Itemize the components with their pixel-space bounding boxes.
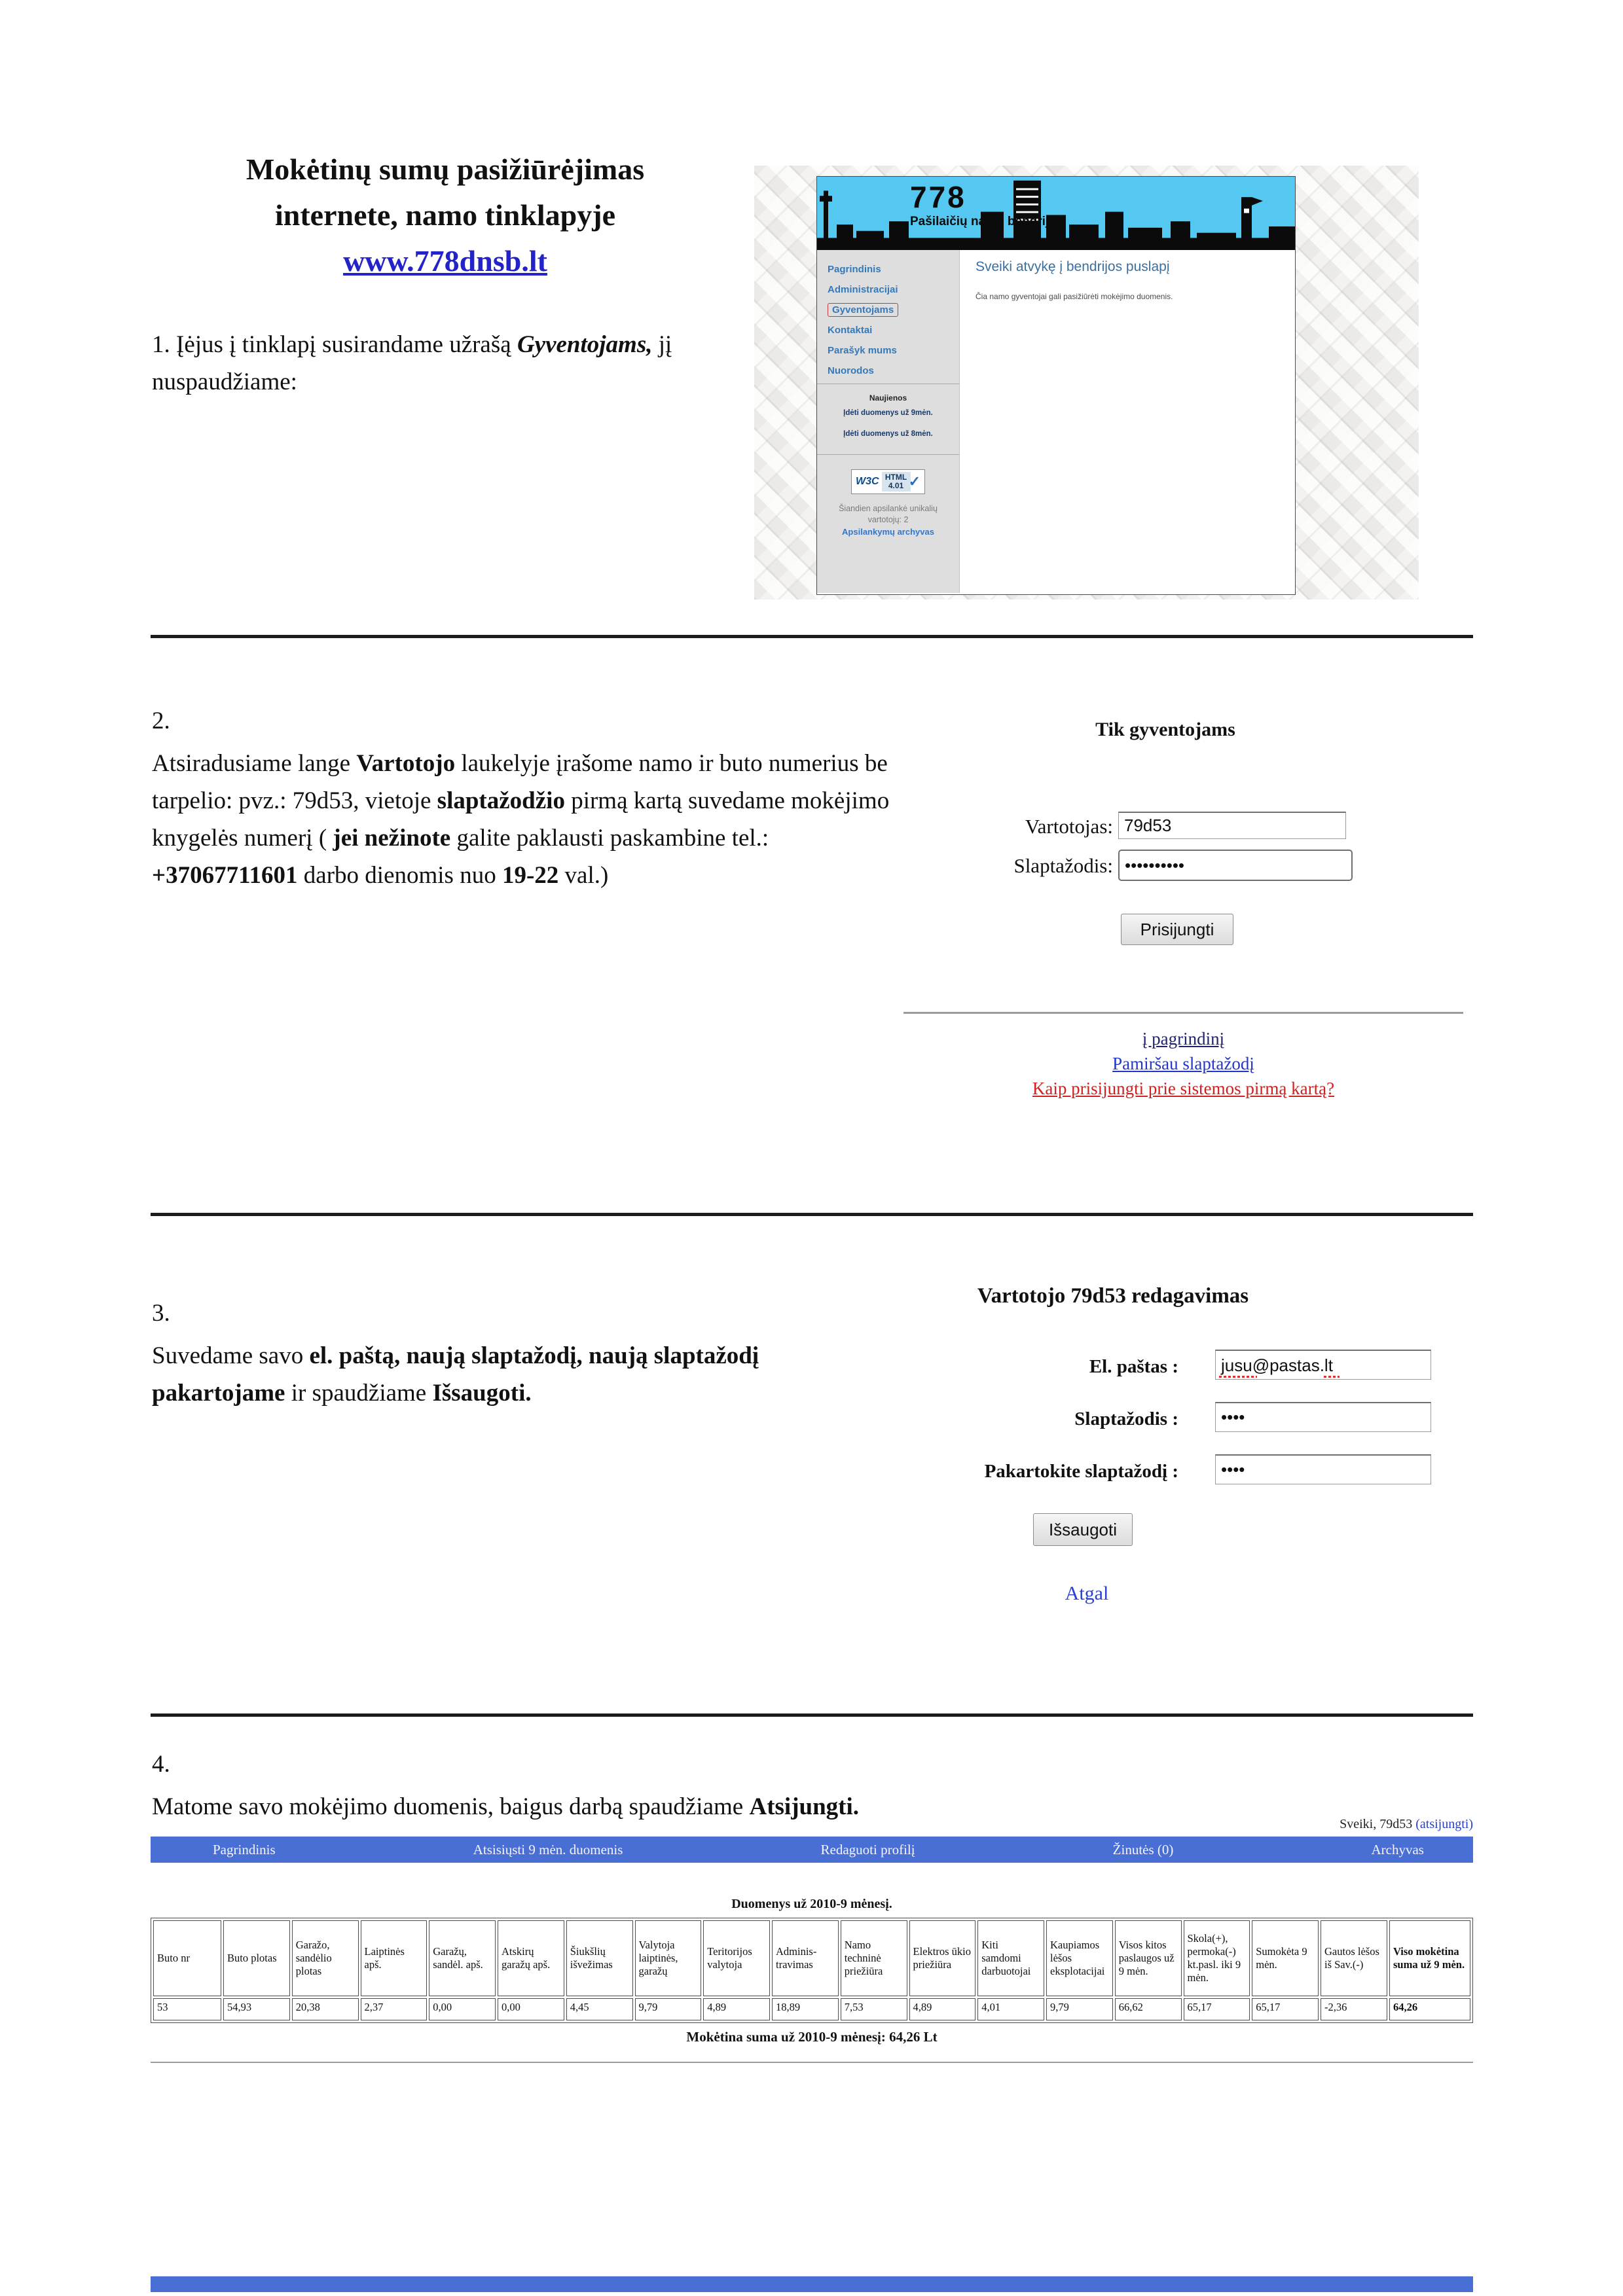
- table-header-cell: Buto nr: [153, 1920, 221, 1996]
- step2-text: [152, 745, 915, 894]
- section-divider: [151, 1713, 1473, 1717]
- footer-bar: [151, 2276, 1473, 2292]
- password-label: Slaptažodis:: [1013, 854, 1113, 877]
- table-header-cell: Elektros ūkio priežiūra: [909, 1920, 976, 1996]
- city-skyline-graphic: [817, 177, 1295, 250]
- step3-number: 3.: [152, 1300, 170, 1327]
- title-line-1: Mokėtinų sumų pasižiūrėjimas: [246, 152, 645, 186]
- table-header-cell: Valytoja laiptinės, garažų: [635, 1920, 702, 1996]
- login-links: [903, 1026, 1463, 1101]
- site-url-link[interactable]: www.778dnsb.lt: [343, 244, 547, 278]
- step2-text-segment: 19-22: [501, 862, 559, 889]
- step2-number: 2.: [152, 708, 170, 734]
- table-value-cell: 53: [153, 1998, 221, 2020]
- table-header-cell: Visos kitos paslaugos už 9 mėn.: [1115, 1920, 1182, 1996]
- step3-text-segment: el. paštą, naują slaptažodį, naują slaptažodį pakartojame: [152, 1342, 759, 1407]
- login-button[interactable]: Prisijungti: [1121, 914, 1233, 945]
- payable-sum-text: Mokėtina suma už 2010-9 mėnesį: 64,26 Lt: [686, 2029, 938, 2045]
- table-header-cell: Namo techninė priežiūra: [841, 1920, 907, 1996]
- login-heading: Tik gyventojams: [1095, 719, 1235, 740]
- site-window: [816, 176, 1296, 595]
- table-value-cell: -2,36: [1321, 1998, 1387, 2020]
- sidebar-menu-item-label: Administracijai: [828, 284, 898, 295]
- sidebar-footer-section: [817, 454, 959, 537]
- w3c-html-badge[interactable]: [851, 469, 925, 494]
- table-header-cell: Kaupiamos lėšos eksplotacijai: [1046, 1920, 1113, 1996]
- news-list: [817, 409, 959, 438]
- navbar-item[interactable]: Žinutės (0): [1112, 1841, 1174, 1857]
- table-value-cell: 0,00: [429, 1998, 496, 2020]
- document-title: [147, 147, 743, 284]
- table-value-cell: 65,17: [1184, 1998, 1250, 2020]
- step3-text-segment: ir spaudžiame: [285, 1380, 433, 1407]
- login-help-link[interactable]: Kaip prisijungti prie sistemos pirmą kartą?: [1032, 1079, 1335, 1098]
- step3-text-segment: Suvedame savo: [152, 1342, 310, 1369]
- welcome-text: Čia namo gyventojai gali pasižiūrėti mokėjimo duomenis.: [976, 292, 1173, 301]
- table-value-cell: 4,89: [703, 1998, 770, 2020]
- step4-number: 4.: [152, 1751, 170, 1778]
- table-header-row: [153, 1920, 1470, 1996]
- title-line-2: internete, namo tinklapyje: [274, 198, 615, 232]
- new-password-label: Slaptažodis :: [1074, 1408, 1178, 1429]
- table-value-cell: 65,17: [1252, 1998, 1319, 2020]
- table-value-cell: 54,93: [223, 1998, 290, 2020]
- user-greeting: [1106, 1817, 1473, 1832]
- w3c-logo: W3C: [856, 476, 879, 487]
- table-header-cell: Šiukšlių išvežimas: [566, 1920, 633, 1996]
- spellcheck-underline: [1324, 1376, 1340, 1378]
- save-button[interactable]: Išsaugoti: [1033, 1513, 1133, 1546]
- table-header-cell: Buto plotas: [223, 1920, 290, 1996]
- spellcheck-underline: [1219, 1376, 1257, 1378]
- repeat-password-input[interactable]: [1215, 1454, 1431, 1484]
- table-value-cell: 2,37: [361, 1998, 428, 2020]
- table-header-cell: Skola(+), permoka(-) kt.pasl. iki 9 mėn.: [1184, 1920, 1250, 1996]
- table-header-cell: Kiti samdomi darbuotojai: [977, 1920, 1044, 1996]
- table-value-cell: 20,38: [292, 1998, 359, 2020]
- navbar-item[interactable]: Atsisiųsti 9 mėn. duomenis: [473, 1841, 623, 1857]
- step2-text-segment: pirmą kartą suvedame mokėjimo knygelės numerį (: [152, 787, 890, 852]
- table-header-cell: Viso mokėtina suma už 9 mėn.: [1389, 1920, 1470, 1996]
- payments-navbar: [151, 1837, 1473, 1863]
- username-input[interactable]: [1118, 812, 1346, 839]
- table-title: Duomenys už 2010-9 mėnesį.: [731, 1897, 892, 1911]
- table-header-cell: Sumokėta 9 mėn.: [1252, 1920, 1319, 1996]
- sidebar-menu-item-label: Kontaktai: [828, 325, 873, 336]
- news-heading: Naujienos: [869, 393, 907, 403]
- news-link[interactable]: Įdėti duomenys už 8mėn.: [843, 430, 933, 438]
- table-value-cell: 18,89: [772, 1998, 839, 2020]
- login-help-link[interactable]: į pagrindinį: [1142, 1029, 1225, 1049]
- sidebar-menu-item[interactable]: [817, 340, 959, 361]
- table-value-cell: 9,79: [635, 1998, 702, 2020]
- w3c-html-label: HTML 4.01: [882, 472, 911, 492]
- step2-text-segment: Atsiradusiame lange: [152, 750, 357, 777]
- repeat-password-label: Pakartokite slaptažodį :: [984, 1461, 1178, 1482]
- table-value-cell: 4,45: [566, 1998, 633, 2020]
- payments-table: [151, 1918, 1473, 2023]
- site-logo-title: Pašilaičių namų bendrija: [910, 215, 1056, 228]
- sidebar-menu-item[interactable]: [817, 320, 959, 340]
- table-header-cell: Garažų, sandėl. apš.: [429, 1920, 496, 1996]
- website-screenshot-home: [754, 166, 1419, 600]
- visitors-count-text: Šiandien apsilankė unikalių vartotojų: 2: [839, 504, 938, 524]
- news-section: [817, 384, 959, 454]
- footer-divider: [151, 2062, 1473, 2063]
- email-field[interactable]: jusu@pastas.lt: [1215, 1350, 1431, 1380]
- table-header-cell: Garažo, sandėlio plotas: [292, 1920, 359, 1996]
- w3c-checkmark-icon: ✓: [908, 473, 921, 490]
- edit-profile-heading: Vartotojo 79d53 redagavimas: [977, 1284, 1249, 1308]
- table-value-cell: 4,89: [909, 1998, 976, 2020]
- sidebar-menu-item[interactable]: [817, 361, 959, 381]
- step2-text-segment: jei nežinote: [333, 825, 451, 852]
- sidebar-menu-item-label: Nuorodos: [828, 365, 874, 376]
- site-sidebar: [817, 250, 960, 593]
- section-divider: [151, 1213, 1473, 1216]
- table-value-cell: 4,01: [977, 1998, 1044, 2020]
- site-logo-number: 778: [910, 180, 966, 214]
- step2-text-segment: laukelyje įrašome namo ir buto numerius be tarpelio: pvz.: 79d53, vietoje: [152, 750, 888, 814]
- sidebar-menu-item-label: Parašyk mums: [828, 345, 897, 356]
- sidebar-menu-item[interactable]: [817, 300, 959, 320]
- new-password-input[interactable]: [1215, 1402, 1431, 1432]
- sidebar-menu-item[interactable]: [817, 279, 959, 300]
- login-help-link[interactable]: Pamiršau slaptažodį: [1112, 1054, 1254, 1073]
- navbar-item[interactable]: Pagrindinis: [213, 1841, 276, 1857]
- step2-text-segment: Vartotojo: [356, 750, 456, 777]
- step4-text-segment: Matome savo mokėjimo duomenis, baigus darbą spaudžiame: [152, 1793, 750, 1820]
- section-divider: [151, 635, 1473, 638]
- table-header-cell: Laiptinės apš.: [361, 1920, 428, 1996]
- email-label: El. paštas :: [1089, 1356, 1178, 1377]
- logout-link[interactable]: (atsijungti): [1415, 1817, 1473, 1831]
- step1-text: [152, 326, 813, 401]
- table-value-cell: 9,79: [1046, 1998, 1113, 2020]
- username-label: Vartotojas:: [1025, 815, 1113, 838]
- table-value-cell: 0,00: [498, 1998, 564, 2020]
- table-header-cell: Atskirų garažų apš.: [498, 1920, 564, 1996]
- site-main-content: [960, 250, 1295, 593]
- table-value-cell: 7,53: [841, 1998, 907, 2020]
- step3-text-segment: Išsaugoti.: [432, 1380, 532, 1407]
- sidebar-menu-item-label: Gyventojams: [828, 303, 898, 317]
- step2-text-segment: +37067711601: [152, 862, 298, 889]
- table-value-cell: 64,26: [1389, 1998, 1470, 2020]
- step2-text-segment: darbo dienomis nuo: [297, 862, 502, 889]
- table-header-cell: Gautos lėšos iš Sav.(-): [1321, 1920, 1387, 1996]
- back-link[interactable]: Atgal: [1065, 1583, 1109, 1604]
- step3-text: [152, 1337, 846, 1412]
- step1-text-segment: jį nuspaudžiame:: [152, 331, 672, 395]
- table-header-cell: Teritorijos valytoja: [703, 1920, 770, 1996]
- step4-text-segment: Atsijungti.: [749, 1793, 860, 1820]
- navbar-item[interactable]: Redaguoti profilį: [820, 1841, 915, 1857]
- sidebar-menu-item-label: Pagrindinis: [828, 264, 881, 275]
- sidebar-menu: [817, 250, 959, 384]
- greeting-text: Sveiki, 79d53: [1340, 1817, 1413, 1831]
- login-divider: [903, 1012, 1463, 1014]
- step2-text-segment: galite paklausti paskambine tel.:: [450, 825, 769, 852]
- navbar-item[interactable]: Archyvas: [1371, 1841, 1424, 1857]
- visits-archive-link[interactable]: Apsilankymų archyvas: [842, 527, 934, 537]
- step2-text-segment: slaptažodžio: [437, 787, 565, 814]
- step1-text-segment: Gyventojams,: [517, 331, 653, 358]
- news-link[interactable]: Įdėti duomenys už 9mėn.: [843, 409, 933, 417]
- table-header-cell: Adminis- travimas: [772, 1920, 839, 1996]
- welcome-heading: Sveiki atvykę į bendrijos puslapį: [976, 259, 1170, 274]
- step2-text-segment: val.): [558, 862, 609, 889]
- password-input[interactable]: [1118, 850, 1353, 881]
- table-value-cell: 66,62: [1115, 1998, 1182, 2020]
- step1-text-segment: 1. Įėjus į tinklapį susirandame užrašą: [152, 331, 517, 358]
- sidebar-menu-item[interactable]: [817, 259, 959, 279]
- site-banner: [817, 177, 1295, 250]
- table-value-row: [153, 1998, 1470, 2020]
